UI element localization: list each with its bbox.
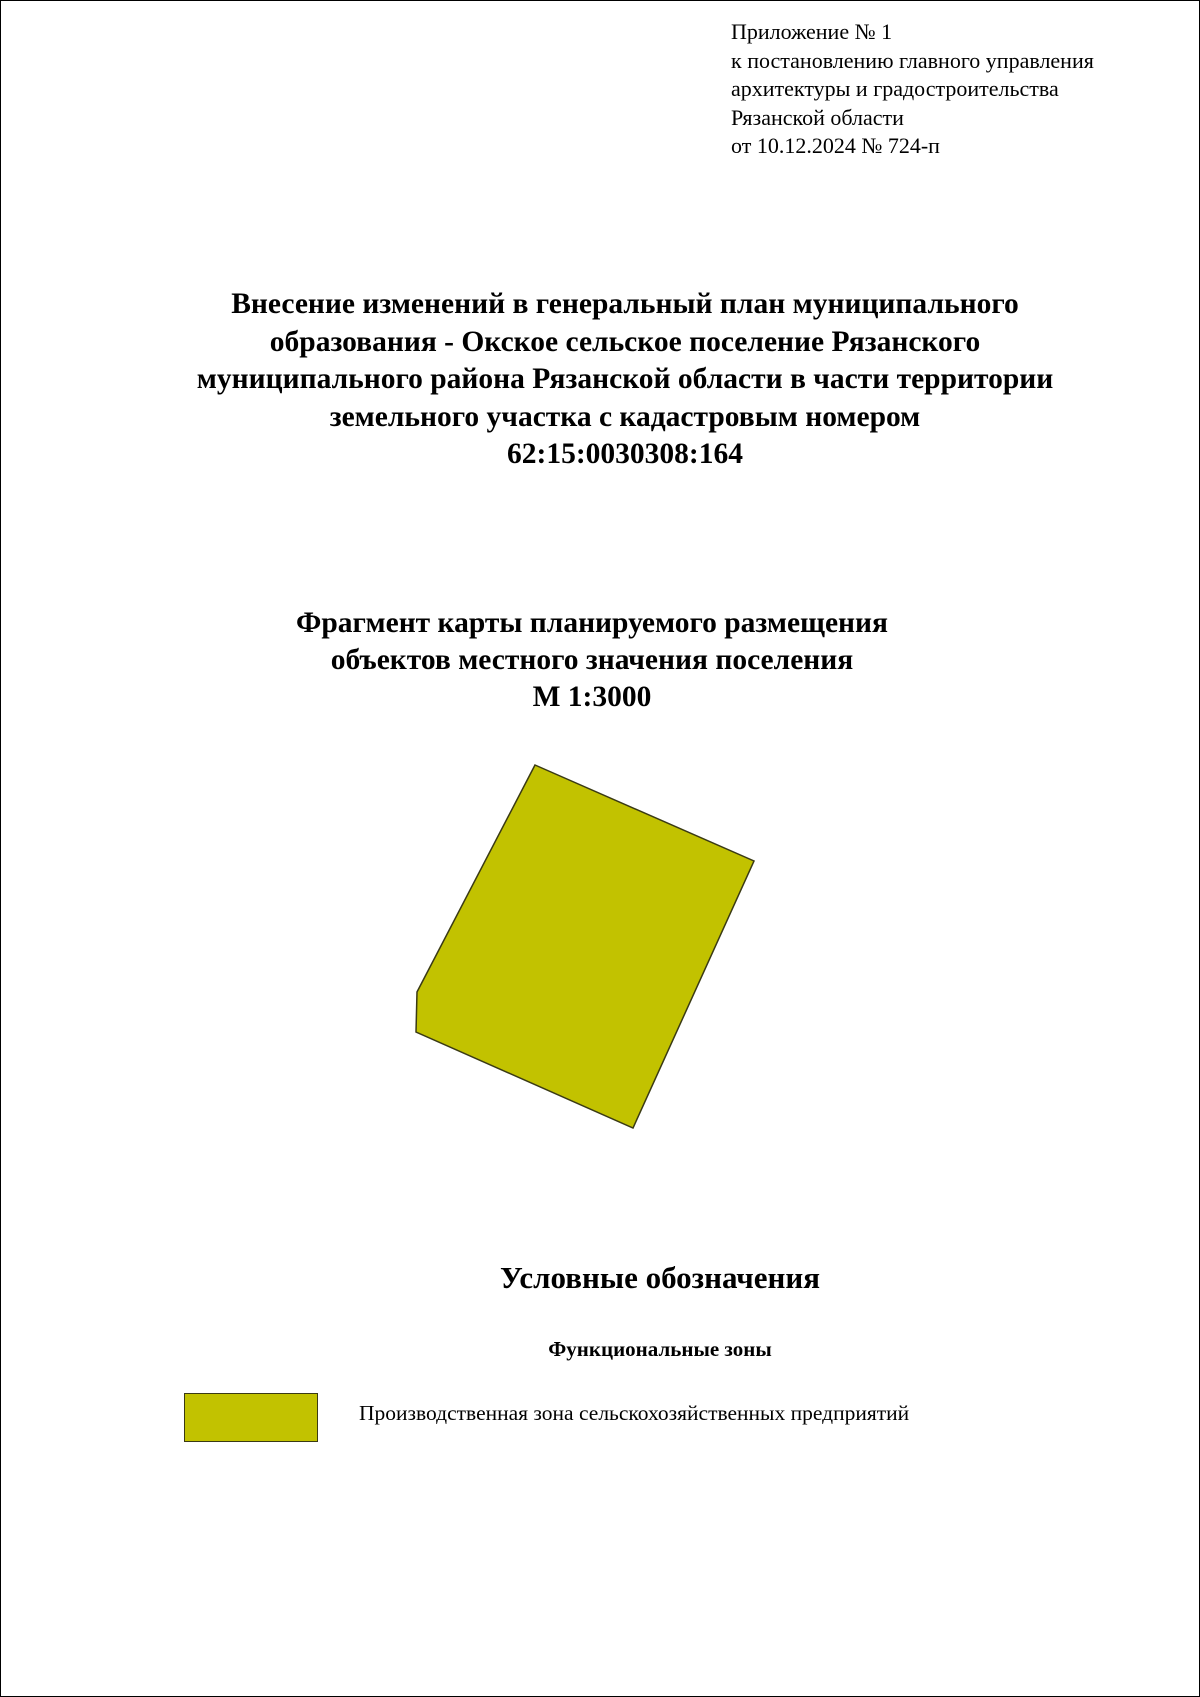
cadastral-number: 62:15:0030308:164 bbox=[507, 438, 743, 470]
legend-subtitle: Функциональные зоны bbox=[548, 1337, 772, 1361]
appendix-line-4: Рязанской области bbox=[731, 104, 904, 130]
document-title-line-4: земельного участка с кадастровым номером bbox=[329, 400, 921, 433]
map-title-line-1: Фрагмент карты планируемого размещения bbox=[296, 607, 888, 639]
appendix-line-1: Приложение № 1 bbox=[731, 19, 893, 44]
legend-label-agricultural-zone: Производственная зона сельскохозяйственных предприятий bbox=[359, 1401, 910, 1425]
appendix-line-5: от 10.12.2024 № 724-п bbox=[731, 133, 940, 158]
document-title-line-2: образования - Окское сельское поселение Рязанского bbox=[269, 325, 981, 358]
map-scale: М 1:3000 bbox=[532, 681, 652, 713]
agricultural-production-zone-parcel bbox=[416, 765, 754, 1128]
legend-swatch-agricultural-zone bbox=[184, 1393, 318, 1442]
map-title-line-2: объектов местного значения поселения bbox=[330, 644, 854, 676]
document-title-line-1: Внесение изменений в генеральный план муниципального bbox=[231, 288, 1019, 320]
appendix-line-2: к постановлению главного управления bbox=[731, 47, 1094, 73]
document-title-line-3: муниципального района Рязанской области в части территории bbox=[196, 363, 1054, 395]
legend-title: Условные обозначения bbox=[499, 1260, 820, 1295]
appendix-line-3: архитектуры и градостроительства bbox=[731, 76, 1059, 101]
